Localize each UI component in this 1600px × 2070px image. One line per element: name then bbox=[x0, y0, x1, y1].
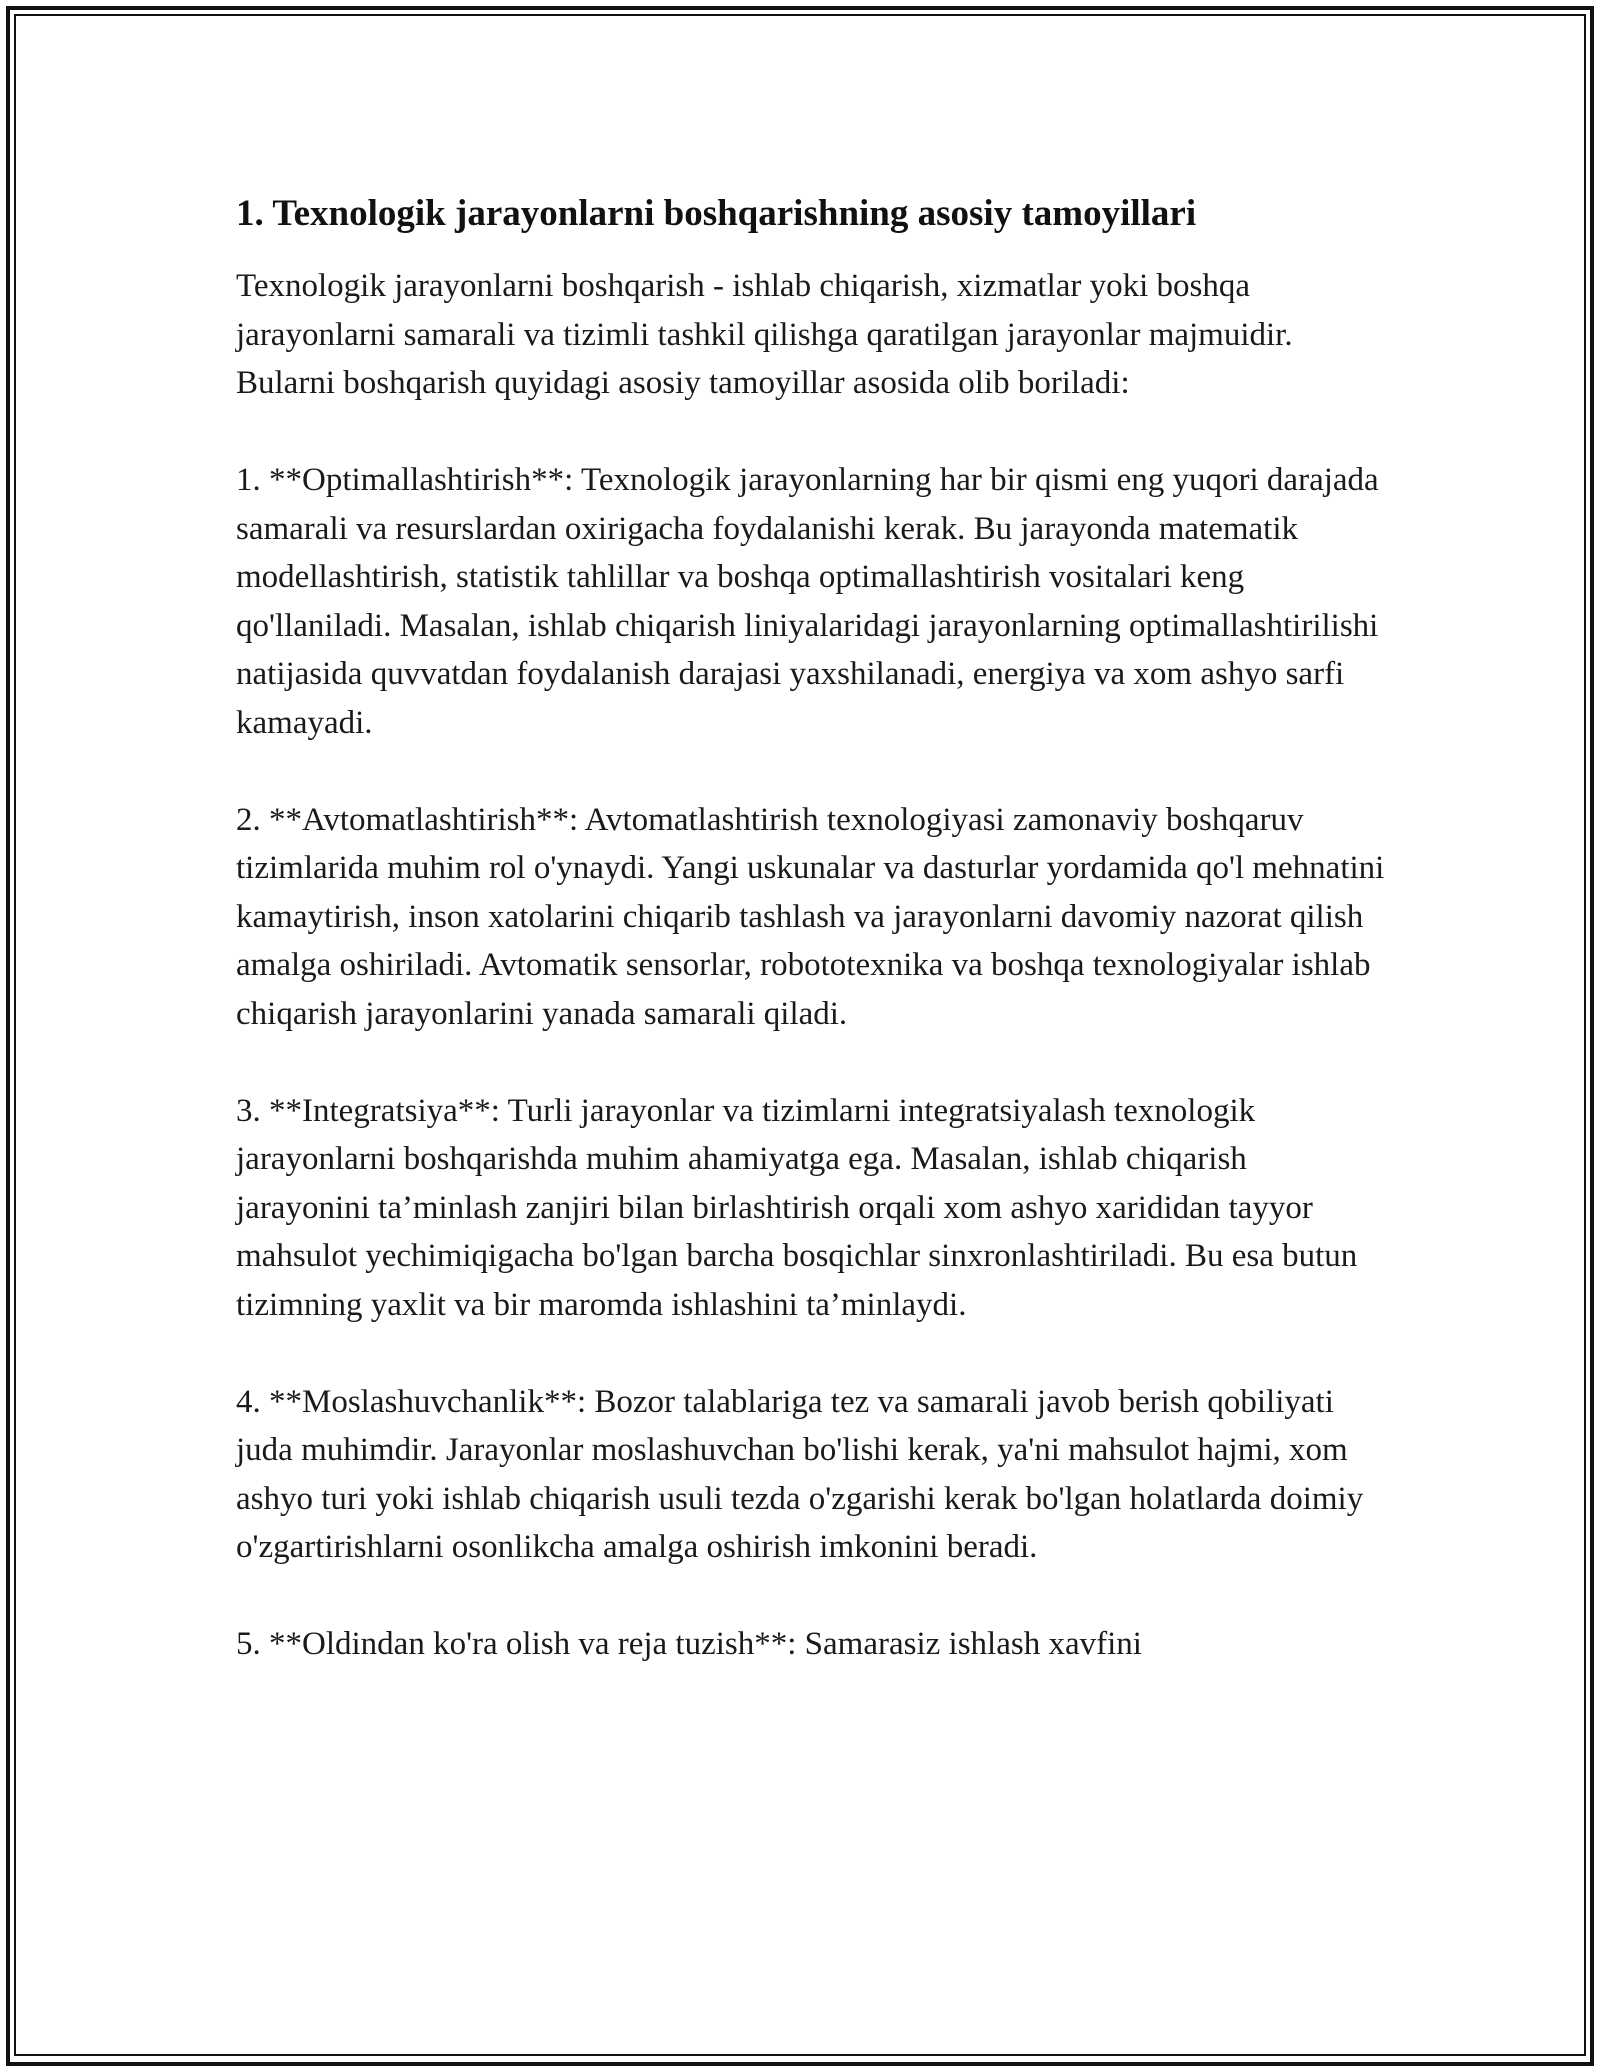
principle-flexibility: 4. **Moslashuvchanlik**: Bozor talablariga tez va samarali javob berish qobiliyati juda muhimdir. Jarayonlar moslashuvchan bo'lishi kerak, ya'ni mahsulot hajmi, xom ashyo turi yoki ishlab chiqarish usuli tezda o'zgarishi kerak bo'lgan holatlarda doimiy o'zgartirishlarni osonlikcha amalga oshirish imkonini beradi. bbox=[236, 1383, 1364, 1565]
document-body bbox=[236, 186, 1386, 1717]
principle-automation: 2. **Avtomatlashtirish**: Avtomatlashtirish texnologiyasi zamonaviy boshqaruv tizimlarida muhim rol o'ynaydi. Yangi uskunalar va dasturlar yordamida qo'l mehnatini kamaytirish, inson xatolarini chiqarib tashlash va jarayonlarni davomiy nazorat qilish amalga oshiriladi. Avtomatik sensorlar, robototexnika va boshqa texnologiyalar ishlab chiqarish jarayonlarini yanada samarali qiladi. bbox=[236, 801, 1385, 1032]
principle-integration: 3. **Integratsiya**: Turli jarayonlar va tizimlarni integratsiyalash texnologik jarayonlarni boshqarishda muhim ahamiyatga ega. Masalan, ishlab chiqarish jarayonini ta’minlash zanjiri bilan birlashtirish orqali xom ashyo xarididan tayyor mahsulot yechimiqigacha bo'lgan barcha bosqichlar sinxronlashtiriladi. Bu esa butun tizimning yaxlit va bir maromda ishlashini ta’minlaydi. bbox=[236, 1092, 1358, 1323]
intro-paragraph: Texnologik jarayonlarni boshqarish - ishlab chiqarish, xizmatlar yoki boshqa jarayonlarni samarali va tizimli tashkil qilishga qaratilgan jarayonlar majmuidir. Bularni boshqarish quyidagi asosiy tamoyillar asosida olib boriladi: bbox=[236, 268, 1293, 401]
principle-optimization: 1. **Optimallashtirish**: Texnologik jarayonlarning har bir qismi eng yuqori darajada samarali va resurslardan oxirigacha foydalanishi kerak. Bu jarayonda matematik modellashtirish, statistik tahlillar va boshqa optimallashtirish vositalari keng qo'llaniladi. Masalan, ishlab chiqarish liniyalaridagi jarayonlarning optimallashtirilishi natijasida quvvatdan foydalanish darajasi yaxshilanadi, energiya va xom ashyo sarfi kamayadi. bbox=[236, 462, 1379, 741]
principle-forecasting: 5. **Oldindan ko'ra olish va reja tuzish**: Samarasiz ishlash xavfini bbox=[236, 1626, 1142, 1662]
document-heading: 1. Texnologik jarayonlarni boshqarishning asosiy tamoyillari bbox=[236, 193, 1197, 234]
